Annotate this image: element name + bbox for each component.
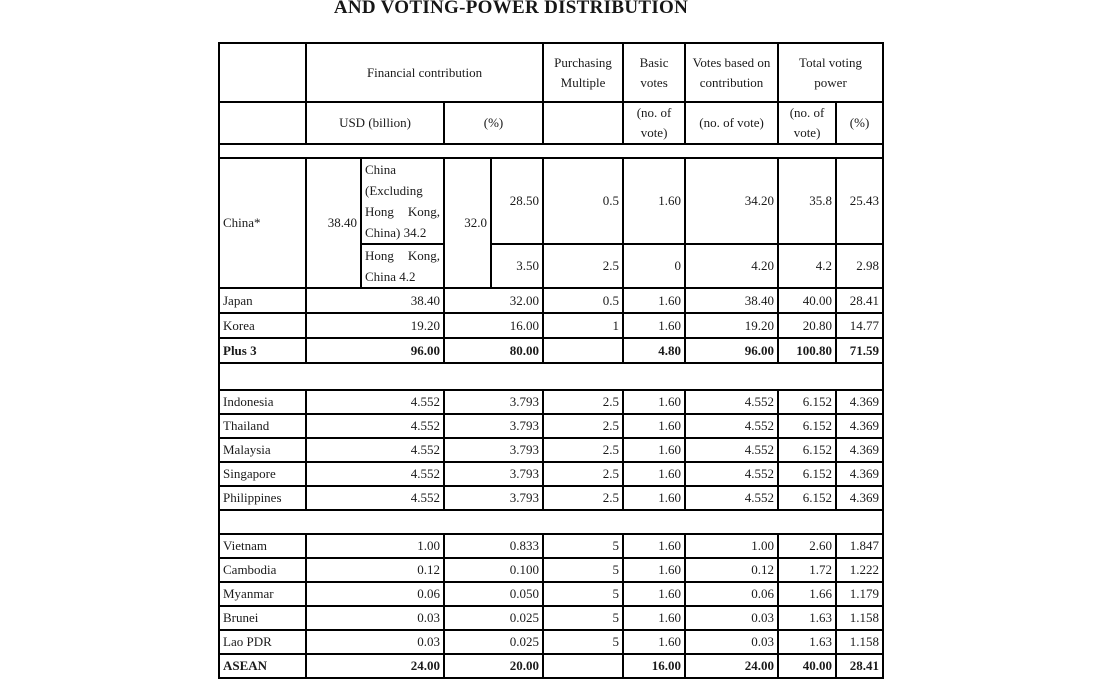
cell-usd: 0.12 [306, 558, 444, 582]
cell-total-pct: 4.369 [836, 462, 883, 486]
header-votes-based-on-contribution: Votes based on contribution [685, 43, 778, 102]
table-row-brunei [219, 606, 883, 630]
cell-total: 1.66 [778, 582, 836, 606]
table-row-myanmar [219, 582, 883, 606]
cell-country: Lao PDR [219, 630, 306, 654]
cell-country: Korea [219, 313, 306, 338]
cell-country: Thailand [219, 414, 306, 438]
cell-total-pct: 1.847 [836, 534, 883, 558]
cell-multiple: 2.5 [543, 486, 623, 510]
cell-votes: 96.00 [685, 338, 778, 363]
cell-usd: 96.00 [306, 338, 444, 363]
cell-multiple: 5 [543, 558, 623, 582]
cell-pct: 3.793 [444, 486, 543, 510]
cell-china-ex-hk-label: China (Excluding Hong Kong, China) 34.2 [361, 158, 444, 244]
spacer-cell [219, 363, 883, 390]
cell-votes: 4.552 [685, 414, 778, 438]
cell-pct: 16.00 [444, 313, 543, 338]
cell-pct: 0.100 [444, 558, 543, 582]
cell-country: ASEAN [219, 654, 306, 678]
cell-votes: 0.03 [685, 606, 778, 630]
cell-total: 40.00 [778, 288, 836, 313]
cell-total-pct: 28.41 [836, 288, 883, 313]
cell-usd: 4.552 [306, 462, 444, 486]
header-row-1 [219, 43, 883, 102]
spacer-row [219, 144, 883, 158]
subheader-votes-based-unit: (no. of vote) [685, 102, 778, 144]
cell-multiple [543, 654, 623, 678]
cell-usd: 4.552 [306, 438, 444, 462]
cell-multiple: 5 [543, 534, 623, 558]
cell-multiple: 2.5 [543, 244, 623, 288]
cell-votes: 24.00 [685, 654, 778, 678]
cell-pct: 20.00 [444, 654, 543, 678]
cell-basic: 0 [623, 244, 685, 288]
header-financial-contribution: Financial contribution [306, 43, 543, 102]
spacer-cell [219, 510, 883, 534]
header-country-blank [219, 43, 306, 102]
cell-votes: 0.12 [685, 558, 778, 582]
cell-pct: 3.793 [444, 390, 543, 414]
cell-basic: 1.60 [623, 606, 685, 630]
cell-multiple: 5 [543, 630, 623, 654]
cell-total-pct: 1.158 [836, 630, 883, 654]
cell-total-pct: 25.43 [836, 158, 883, 244]
cell-pct: 0.025 [444, 630, 543, 654]
cell-basic: 1.60 [623, 288, 685, 313]
cell-multiple: 2.5 [543, 414, 623, 438]
cell-usd: 24.00 [306, 654, 444, 678]
cell-country: Indonesia [219, 390, 306, 414]
cell-usd: 19.20 [306, 313, 444, 338]
cell-total-pct: 1.222 [836, 558, 883, 582]
cell-pct: 0.833 [444, 534, 543, 558]
cell-pct: 3.793 [444, 462, 543, 486]
cell-basic: 4.80 [623, 338, 685, 363]
subheader-pct: (%) [444, 102, 543, 144]
cell-votes: 19.20 [685, 313, 778, 338]
cell-basic: 1.60 [623, 582, 685, 606]
cell-pct: 3.793 [444, 438, 543, 462]
cell-total-pct: 2.98 [836, 244, 883, 288]
table-row-singapore [219, 462, 883, 486]
cell-total-pct: 4.369 [836, 390, 883, 414]
cell-usd: 0.06 [306, 582, 444, 606]
cell-multiple: 5 [543, 582, 623, 606]
cell-sub-pct: 28.50 [491, 158, 543, 244]
table-row-laopdr [219, 630, 883, 654]
table-row-vietnam [219, 534, 883, 558]
cell-country: Japan [219, 288, 306, 313]
cell-basic: 1.60 [623, 534, 685, 558]
cell-sub-pct: 3.50 [491, 244, 543, 288]
cell-total-pct: 4.369 [836, 486, 883, 510]
cell-votes: 34.20 [685, 158, 778, 244]
cell-total: 6.152 [778, 438, 836, 462]
cell-basic: 1.60 [623, 438, 685, 462]
subheader-basic-votes-unit: (no. of vote) [623, 102, 685, 144]
cell-pct: 80.00 [444, 338, 543, 363]
table-row-thailand [219, 414, 883, 438]
cell-basic: 1.60 [623, 158, 685, 244]
cell-basic: 1.60 [623, 414, 685, 438]
page-title: AND VOTING-POWER DISTRIBUTION [333, 0, 689, 18]
cell-pct: 32.00 [444, 288, 543, 313]
cell-total: 40.00 [778, 654, 836, 678]
table-row-plus3 [219, 338, 883, 363]
cell-total-pct: 14.77 [836, 313, 883, 338]
cell-usd: 4.552 [306, 486, 444, 510]
table-row-malaysia [219, 438, 883, 462]
cell-total: 1.63 [778, 606, 836, 630]
cell-pct: 3.793 [444, 414, 543, 438]
cell-hongkong-label: Hong Kong, China 4.2 [361, 244, 444, 288]
cell-votes: 38.40 [685, 288, 778, 313]
cell-votes: 1.00 [685, 534, 778, 558]
cell-total-pct: 4.369 [836, 438, 883, 462]
cell-usd: 38.40 [306, 158, 361, 288]
cell-country: Cambodia [219, 558, 306, 582]
cell-multiple: 2.5 [543, 390, 623, 414]
cell-total: 20.80 [778, 313, 836, 338]
cell-total-pct: 1.158 [836, 606, 883, 630]
cell-votes: 4.552 [685, 438, 778, 462]
spacer-row [219, 510, 883, 534]
cell-multiple: 0.5 [543, 288, 623, 313]
cell-total: 6.152 [778, 390, 836, 414]
table-row-indonesia [219, 390, 883, 414]
table-row-china-main [219, 158, 883, 244]
cell-total: 6.152 [778, 486, 836, 510]
cell-country: Myanmar [219, 582, 306, 606]
spacer-row [219, 363, 883, 390]
subheader-total-voting-pct: (%) [836, 102, 883, 144]
cell-votes: 4.20 [685, 244, 778, 288]
cell-country: Philippines [219, 486, 306, 510]
cell-total: 100.80 [778, 338, 836, 363]
cell-votes: 4.552 [685, 390, 778, 414]
cell-total: 1.72 [778, 558, 836, 582]
cell-total: 4.2 [778, 244, 836, 288]
cell-multiple [543, 338, 623, 363]
subheader-purchasing-blank [543, 102, 623, 144]
spacer-cell [219, 144, 883, 158]
cell-total-pct: 71.59 [836, 338, 883, 363]
cell-pct: 32.0 [444, 158, 491, 288]
cell-total: 2.60 [778, 534, 836, 558]
cell-total-pct: 4.369 [836, 414, 883, 438]
cell-usd: 4.552 [306, 414, 444, 438]
cell-total: 6.152 [778, 462, 836, 486]
cell-usd: 4.552 [306, 390, 444, 414]
cell-pct: 0.050 [444, 582, 543, 606]
cell-basic: 1.60 [623, 313, 685, 338]
header-total-voting-power: Total voting power [778, 43, 883, 102]
subheader-total-voting-unit: (no. of vote) [778, 102, 836, 144]
cell-multiple: 2.5 [543, 462, 623, 486]
cell-total: 6.152 [778, 414, 836, 438]
cell-basic: 1.60 [623, 462, 685, 486]
table-row-japan [219, 288, 883, 313]
cell-country: Singapore [219, 462, 306, 486]
cell-multiple: 2.5 [543, 438, 623, 462]
cell-country: Malaysia [219, 438, 306, 462]
cell-basic: 1.60 [623, 630, 685, 654]
table-row-asean [219, 654, 883, 678]
cell-multiple: 5 [543, 606, 623, 630]
cell-basic: 1.60 [623, 558, 685, 582]
subheader-country-blank [219, 102, 306, 144]
cell-pct: 0.025 [444, 606, 543, 630]
cell-usd: 1.00 [306, 534, 444, 558]
cell-total-pct: 28.41 [836, 654, 883, 678]
cell-country: Brunei [219, 606, 306, 630]
cell-votes: 0.03 [685, 630, 778, 654]
header-row-2 [219, 102, 883, 144]
cell-basic: 16.00 [623, 654, 685, 678]
header-purchasing-multiple: Purchasing Multiple [543, 43, 623, 102]
cell-basic: 1.60 [623, 390, 685, 414]
cell-usd: 38.40 [306, 288, 444, 313]
cell-votes: 4.552 [685, 486, 778, 510]
cell-usd: 0.03 [306, 630, 444, 654]
cell-votes: 4.552 [685, 462, 778, 486]
cell-total: 1.63 [778, 630, 836, 654]
cell-basic: 1.60 [623, 486, 685, 510]
cell-multiple: 1 [543, 313, 623, 338]
cell-total-pct: 1.179 [836, 582, 883, 606]
header-basic-votes: Basic votes [623, 43, 685, 102]
table-row-philippines [219, 486, 883, 510]
cell-country: Plus 3 [219, 338, 306, 363]
cell-votes: 0.06 [685, 582, 778, 606]
subheader-usd-billion: USD (billion) [306, 102, 444, 144]
table-row-cambodia [219, 558, 883, 582]
cell-country: Vietnam [219, 534, 306, 558]
cell-multiple: 0.5 [543, 158, 623, 244]
voting-power-table [218, 42, 884, 679]
table-row-korea [219, 313, 883, 338]
cell-total: 35.8 [778, 158, 836, 244]
cell-country: China* [219, 158, 306, 288]
cell-usd: 0.03 [306, 606, 444, 630]
